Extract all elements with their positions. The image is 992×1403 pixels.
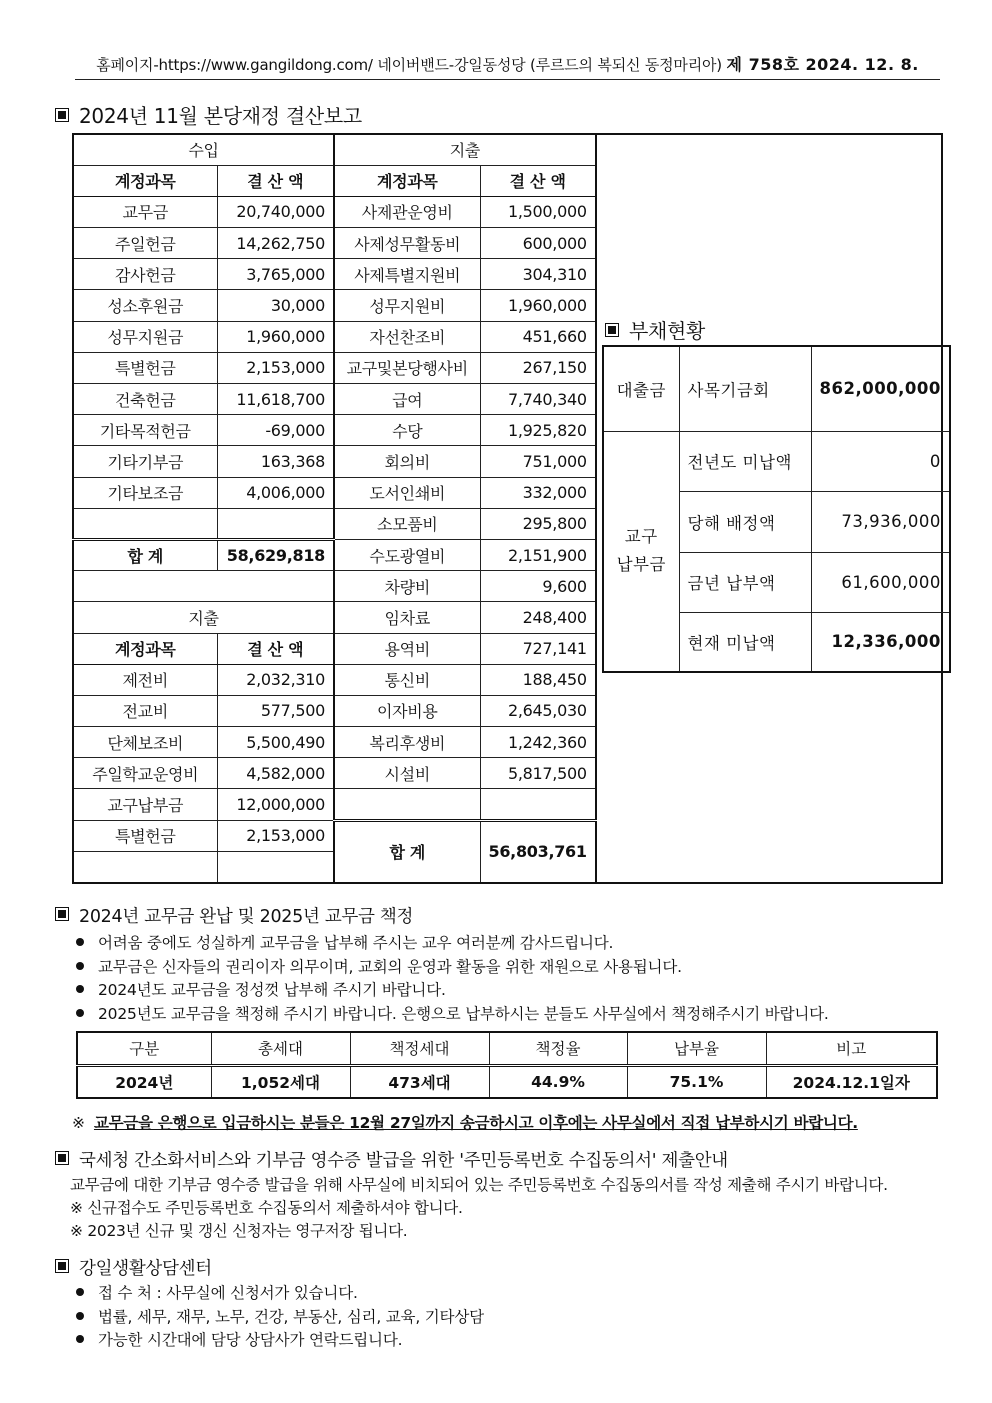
expense-amount: 5,500,490 — [217, 727, 334, 758]
bullet-icon — [76, 962, 84, 970]
expense-account: 회의비 — [334, 446, 480, 477]
tithe-header-cell: 책정율 — [489, 1032, 627, 1065]
expense-account: 용역비 — [334, 633, 480, 664]
tithe-header-cell: 비고 — [766, 1032, 937, 1065]
debt-row-amount: 0 — [811, 431, 950, 491]
debt-row-label: 당해 배정액 — [679, 491, 811, 552]
debt-row-amount: 12,336,000 — [811, 612, 950, 672]
debt-row-label: 금년 납부액 — [679, 552, 811, 612]
expense-account: 사제관운영비 — [334, 196, 480, 227]
list-item: 2025년도 교무금을 책정해 주시기 바랍니다. 은행으로 납부하시는 분들도 사무실에서 책정해주시기 바랍니다. — [74, 1002, 829, 1026]
list-item: 접 수 처 : 사무실에 신청서가 있습니다. — [74, 1281, 484, 1305]
bullet-icon — [76, 1335, 84, 1343]
expense-account: 통신비 — [334, 664, 480, 695]
income-amount: 163,368 — [217, 446, 334, 477]
debt-row-label: 현재 미납액 — [679, 612, 811, 672]
expense-amount: 1,242,360 — [480, 727, 596, 758]
expense-amount: 2,032,310 — [217, 664, 334, 695]
expense-account: 제전비 — [73, 664, 217, 695]
column-header: 결 산 액 — [480, 165, 596, 196]
expense-amount: 4,582,000 — [217, 758, 334, 789]
tithe-value-cell: 473세대 — [350, 1065, 489, 1098]
tithe-header-cell: 납부율 — [627, 1032, 766, 1065]
expense-amount: 304,310 — [480, 259, 596, 290]
income-amount: 30,000 — [217, 290, 334, 321]
tax-note: ※ 2023년 신규 및 갱신 신청자는 영구저장 됩니다. — [70, 1222, 408, 1240]
expense-amount: 9,600 — [480, 571, 596, 602]
income-amount: -69,000 — [217, 415, 334, 446]
table-cell — [480, 789, 596, 820]
table-cell — [73, 508, 217, 539]
income-account: 성무지원금 — [73, 321, 217, 352]
expense-total: 56,803,761 — [480, 820, 596, 882]
expense-account: 특별헌금 — [73, 820, 217, 851]
expense-account: 수도광열비 — [334, 539, 480, 570]
income-total: 58,629,818 — [217, 539, 334, 570]
expense-amount: 1,925,820 — [480, 415, 596, 446]
expense-amount: 7,740,340 — [480, 384, 596, 415]
income-account: 교무금 — [73, 196, 217, 227]
bullet-icon — [76, 1288, 84, 1296]
expense-account: 급여 — [334, 384, 480, 415]
tithe-table — [76, 1031, 938, 1099]
expense-header: 지출 — [73, 602, 334, 633]
income-account: 건축헌금 — [73, 384, 217, 415]
expense-account: 사제성무활동비 — [334, 228, 480, 259]
expense-account: 도서인쇄비 — [334, 477, 480, 508]
square-bullet-icon — [55, 1259, 69, 1273]
expense-amount: 2,151,900 — [480, 539, 596, 570]
expense-account: 주일학교운영비 — [73, 758, 217, 789]
finance-title: 2024년 11월 본당재정 결산보고 — [55, 100, 362, 129]
expense-account: 자선찬조비 — [334, 321, 480, 352]
square-bullet-icon — [55, 1151, 69, 1165]
list-item: 교무금은 신자들의 권리이자 의무이며, 교회의 운영과 활동을 위한 재원으로 사용됩니다. — [74, 955, 829, 979]
income-amount: 2,153,000 — [217, 352, 334, 383]
list-item: 법률, 세무, 재무, 노무, 건강, 부동산, 심리, 교육, 기타상담 — [74, 1305, 484, 1329]
income-amount: 11,618,700 — [217, 384, 334, 415]
counsel-bullets — [74, 1281, 484, 1352]
tithe-header-cell: 책정세대 — [350, 1032, 489, 1065]
tithe-header-cell: 구분 — [77, 1032, 211, 1065]
income-account: 기타기부금 — [73, 446, 217, 477]
expense-account: 임차료 — [334, 602, 480, 633]
debt-row-label: 전년도 미납액 — [679, 431, 811, 491]
list-item: 어려움 중에도 성실하게 교무금을 납부해 주시는 교우 여러분께 감사드립니다. — [74, 931, 829, 955]
expense-account: 성무지원비 — [334, 290, 480, 321]
expense-account: 복리후생비 — [334, 727, 480, 758]
column-header: 계정과목 — [73, 165, 217, 196]
income-amount: 3,765,000 — [217, 259, 334, 290]
expense-header: 지출 — [334, 134, 596, 165]
income-amount: 4,006,000 — [217, 477, 334, 508]
diocese-label: 교구 납부금 — [603, 431, 679, 672]
expense-amount: 751,000 — [480, 446, 596, 477]
income-account: 기타보조금 — [73, 477, 217, 508]
tithe-value-cell: 1,052세대 — [211, 1065, 350, 1098]
expense-amount: 248,400 — [480, 602, 596, 633]
income-account: 주일헌금 — [73, 228, 217, 259]
income-account: 성소후원금 — [73, 290, 217, 321]
loan-amount: 862,000,000 — [811, 346, 950, 431]
column-header: 결 산 액 — [217, 633, 334, 664]
expense-account: 교구납부금 — [73, 789, 217, 820]
tithe-value-cell: 2024.12.1일자 — [766, 1065, 937, 1098]
square-bullet-icon — [605, 323, 619, 337]
expense-account: 교구및본당행사비 — [334, 352, 480, 383]
tithe-note: ※ 교무금을 은행으로 입금하시는 분들은 12월 27일까지 송금하시고 이후에는 사무실에서 직접 납부하시기 바랍니다. — [72, 1114, 858, 1132]
expense-amount: 577,500 — [217, 695, 334, 726]
debt-table — [602, 345, 951, 673]
bullet-icon — [76, 1009, 84, 1017]
expense-amount: 2,645,030 — [480, 695, 596, 726]
expense-amount: 1,500,000 — [480, 196, 596, 227]
column-header: 계정과목 — [334, 165, 480, 196]
income-account: 특별헌금 — [73, 352, 217, 383]
income-account: 기타목적헌금 — [73, 415, 217, 446]
tithe-bullets — [74, 931, 829, 1025]
tithe-value-cell: 75.1% — [627, 1065, 766, 1098]
expense-amount: 188,450 — [480, 664, 596, 695]
expense-amount: 295,800 — [480, 508, 596, 539]
counsel-title: 강일생활상담센터 — [55, 1255, 212, 1280]
expense-account: 시설비 — [334, 758, 480, 789]
debt-row-amount: 73,936,000 — [811, 491, 950, 552]
expense-amount: 2,153,000 — [217, 820, 334, 851]
income-total-label: 합 계 — [73, 539, 217, 570]
income-account: 감사헌금 — [73, 259, 217, 290]
income-amount: 14,262,750 — [217, 228, 334, 259]
debt-title: 부채현황 — [605, 315, 705, 344]
bullet-icon — [76, 938, 84, 946]
debt-row-amount: 61,600,000 — [811, 552, 950, 612]
table-cell — [217, 508, 334, 539]
expense-amount: 451,660 — [480, 321, 596, 352]
bullet-icon — [76, 985, 84, 993]
bullet-icon — [76, 1312, 84, 1320]
tithe-title: 2024년 교무금 완납 및 2025년 교무금 책정 — [55, 903, 413, 928]
expense-amount: 5,817,500 — [480, 758, 596, 789]
income-amount: 20,740,000 — [217, 196, 334, 227]
tax-line: 교무금에 대한 기부금 영수증 발급을 위해 사무실에 비치되어 있는 주민등록번호 수집동의서를 작성 제출해 주시기 바랍니다. — [70, 1176, 888, 1194]
expense-amount: 600,000 — [480, 228, 596, 259]
list-item: 2024년도 교무금을 정성껏 납부해 주시기 바랍니다. — [74, 978, 829, 1002]
tax-title: 국세청 간소화서비스와 기부금 영수증 발급을 위한 '주민등록번호 수집동의서' 제출안내 — [55, 1147, 728, 1172]
table-cell — [334, 789, 480, 820]
expense-amount — [217, 851, 334, 882]
tithe-value-cell: 44.9% — [489, 1065, 627, 1098]
expense-account: 수당 — [334, 415, 480, 446]
income-header: 수입 — [73, 134, 334, 165]
expense-amount: 727,141 — [480, 633, 596, 664]
expense-account: 소모품비 — [334, 508, 480, 539]
expense-account — [73, 851, 217, 882]
column-header: 결 산 액 — [217, 165, 334, 196]
list-item: 가능한 시간대에 담당 상담사가 연락드립니다. — [74, 1328, 484, 1352]
table-cell — [73, 571, 334, 602]
tax-note: ※ 신규접수도 주민등록번호 수집동의서 제출하셔야 합니다. — [70, 1199, 463, 1217]
expense-account: 단체보조비 — [73, 727, 217, 758]
expense-amount: 1,960,000 — [480, 290, 596, 321]
expense-account: 전교비 — [73, 695, 217, 726]
page-header — [75, 52, 940, 80]
issue-number: 제 758호 2024. 12. 8. — [726, 55, 919, 74]
expense-amount: 12,000,000 — [217, 789, 334, 820]
loan-label: 대출금 — [603, 346, 679, 431]
tithe-header-cell: 총세대 — [211, 1032, 350, 1065]
column-header: 계정과목 — [73, 633, 217, 664]
square-bullet-icon — [55, 108, 69, 122]
expense-account: 차량비 — [334, 571, 480, 602]
tithe-value-cell: 2024년 — [77, 1065, 211, 1098]
expense-amount: 267,150 — [480, 352, 596, 383]
loan-source: 사목기금회 — [679, 346, 811, 431]
square-bullet-icon — [55, 907, 69, 921]
header-links: 홈페이지-https://www.gangildong.com/ 네이버밴드-강일동성당 (루르드의 복되신 동정마리아) — [96, 56, 722, 74]
expense-amount: 332,000 — [480, 477, 596, 508]
expense-account: 사제특별지원비 — [334, 259, 480, 290]
expense-total-label: 합 계 — [334, 820, 480, 882]
income-amount: 1,960,000 — [217, 321, 334, 352]
expense-account: 이자비용 — [334, 695, 480, 726]
